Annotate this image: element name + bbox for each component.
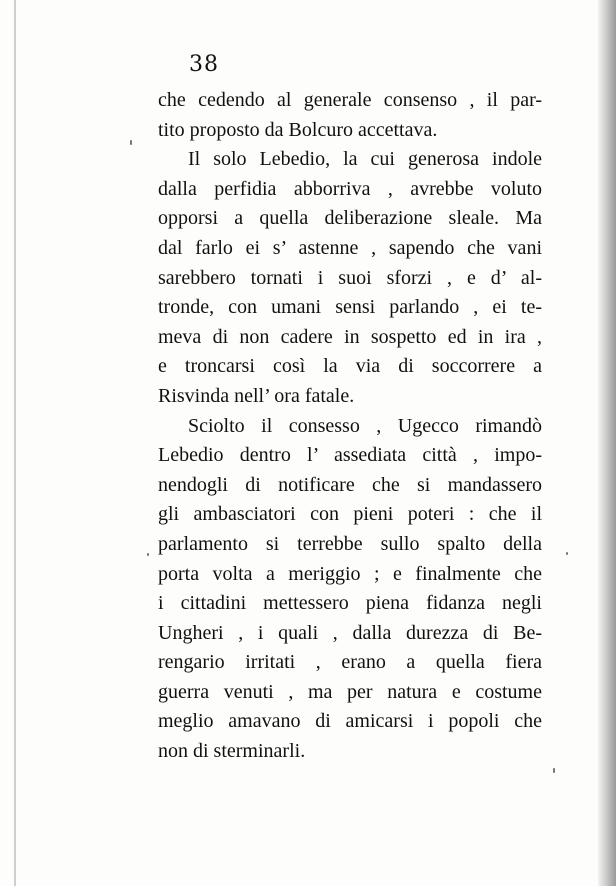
text-line: dal farlo ei s’ astenne , sapendo che vani <box>158 236 542 259</box>
text-line: non di sterminarli. <box>158 740 306 763</box>
text-line: i cittadini mettessero piena fidanza negli <box>158 592 542 615</box>
text-line: che cedendo al generale consenso , il par- <box>158 89 542 111</box>
page-number: 38 <box>189 52 219 77</box>
text-line: opporsi a quella deliberazione sleale. Ma <box>158 207 542 230</box>
page-left-edge <box>14 0 16 886</box>
text-line: tronde, con umani sensi parlando , ei te- <box>158 296 542 319</box>
text-line: rengario irritati , erano a quella fiera <box>158 651 542 674</box>
text-line: meglio amavano di amicarsi i popoli che <box>158 710 542 733</box>
text-line: guerra venuti , ma per natura e costume <box>158 680 542 703</box>
text-line: dalla perfidia abborriva , avrebbe voluto <box>158 177 542 200</box>
page-right-edge-shadow <box>598 0 616 886</box>
paper-speck <box>553 768 555 773</box>
text-line: Lebedio dentro l’ assediata città , impo- <box>158 444 542 467</box>
body-text <box>158 86 542 767</box>
text-line: Il solo Lebedio, la cui generosa indole <box>188 148 542 171</box>
text-line: parlamento si terrebbe sullo spalto della <box>158 532 542 555</box>
paper-speck <box>147 553 149 556</box>
text-line: sarebbero tornati i suoi sforzi , e d’ al- <box>158 266 542 289</box>
text-line: Risvinda nell’ ora fatale. <box>158 384 355 407</box>
text-line: Sciolto il consesso , Ugecco rimandò <box>188 414 542 437</box>
text-line: gli ambasciatori con pieni poteri : che il <box>158 503 542 526</box>
text-line: nendogli di notificare che si mandassero <box>158 473 542 496</box>
paper-speck <box>566 552 568 555</box>
paper-speck <box>130 140 132 145</box>
text-line: e troncarsi così la via di soccorrere a <box>158 355 542 378</box>
text-line: Ungheri , i quali , dalla durezza di Be- <box>158 621 542 644</box>
text-line: porta volta a meriggio ; e finalmente che <box>158 562 542 585</box>
text-line: tito proposto da Bolcuro accettava. <box>158 118 438 141</box>
text-line: meva di non cadere in sospetto ed in ira , <box>158 325 542 348</box>
